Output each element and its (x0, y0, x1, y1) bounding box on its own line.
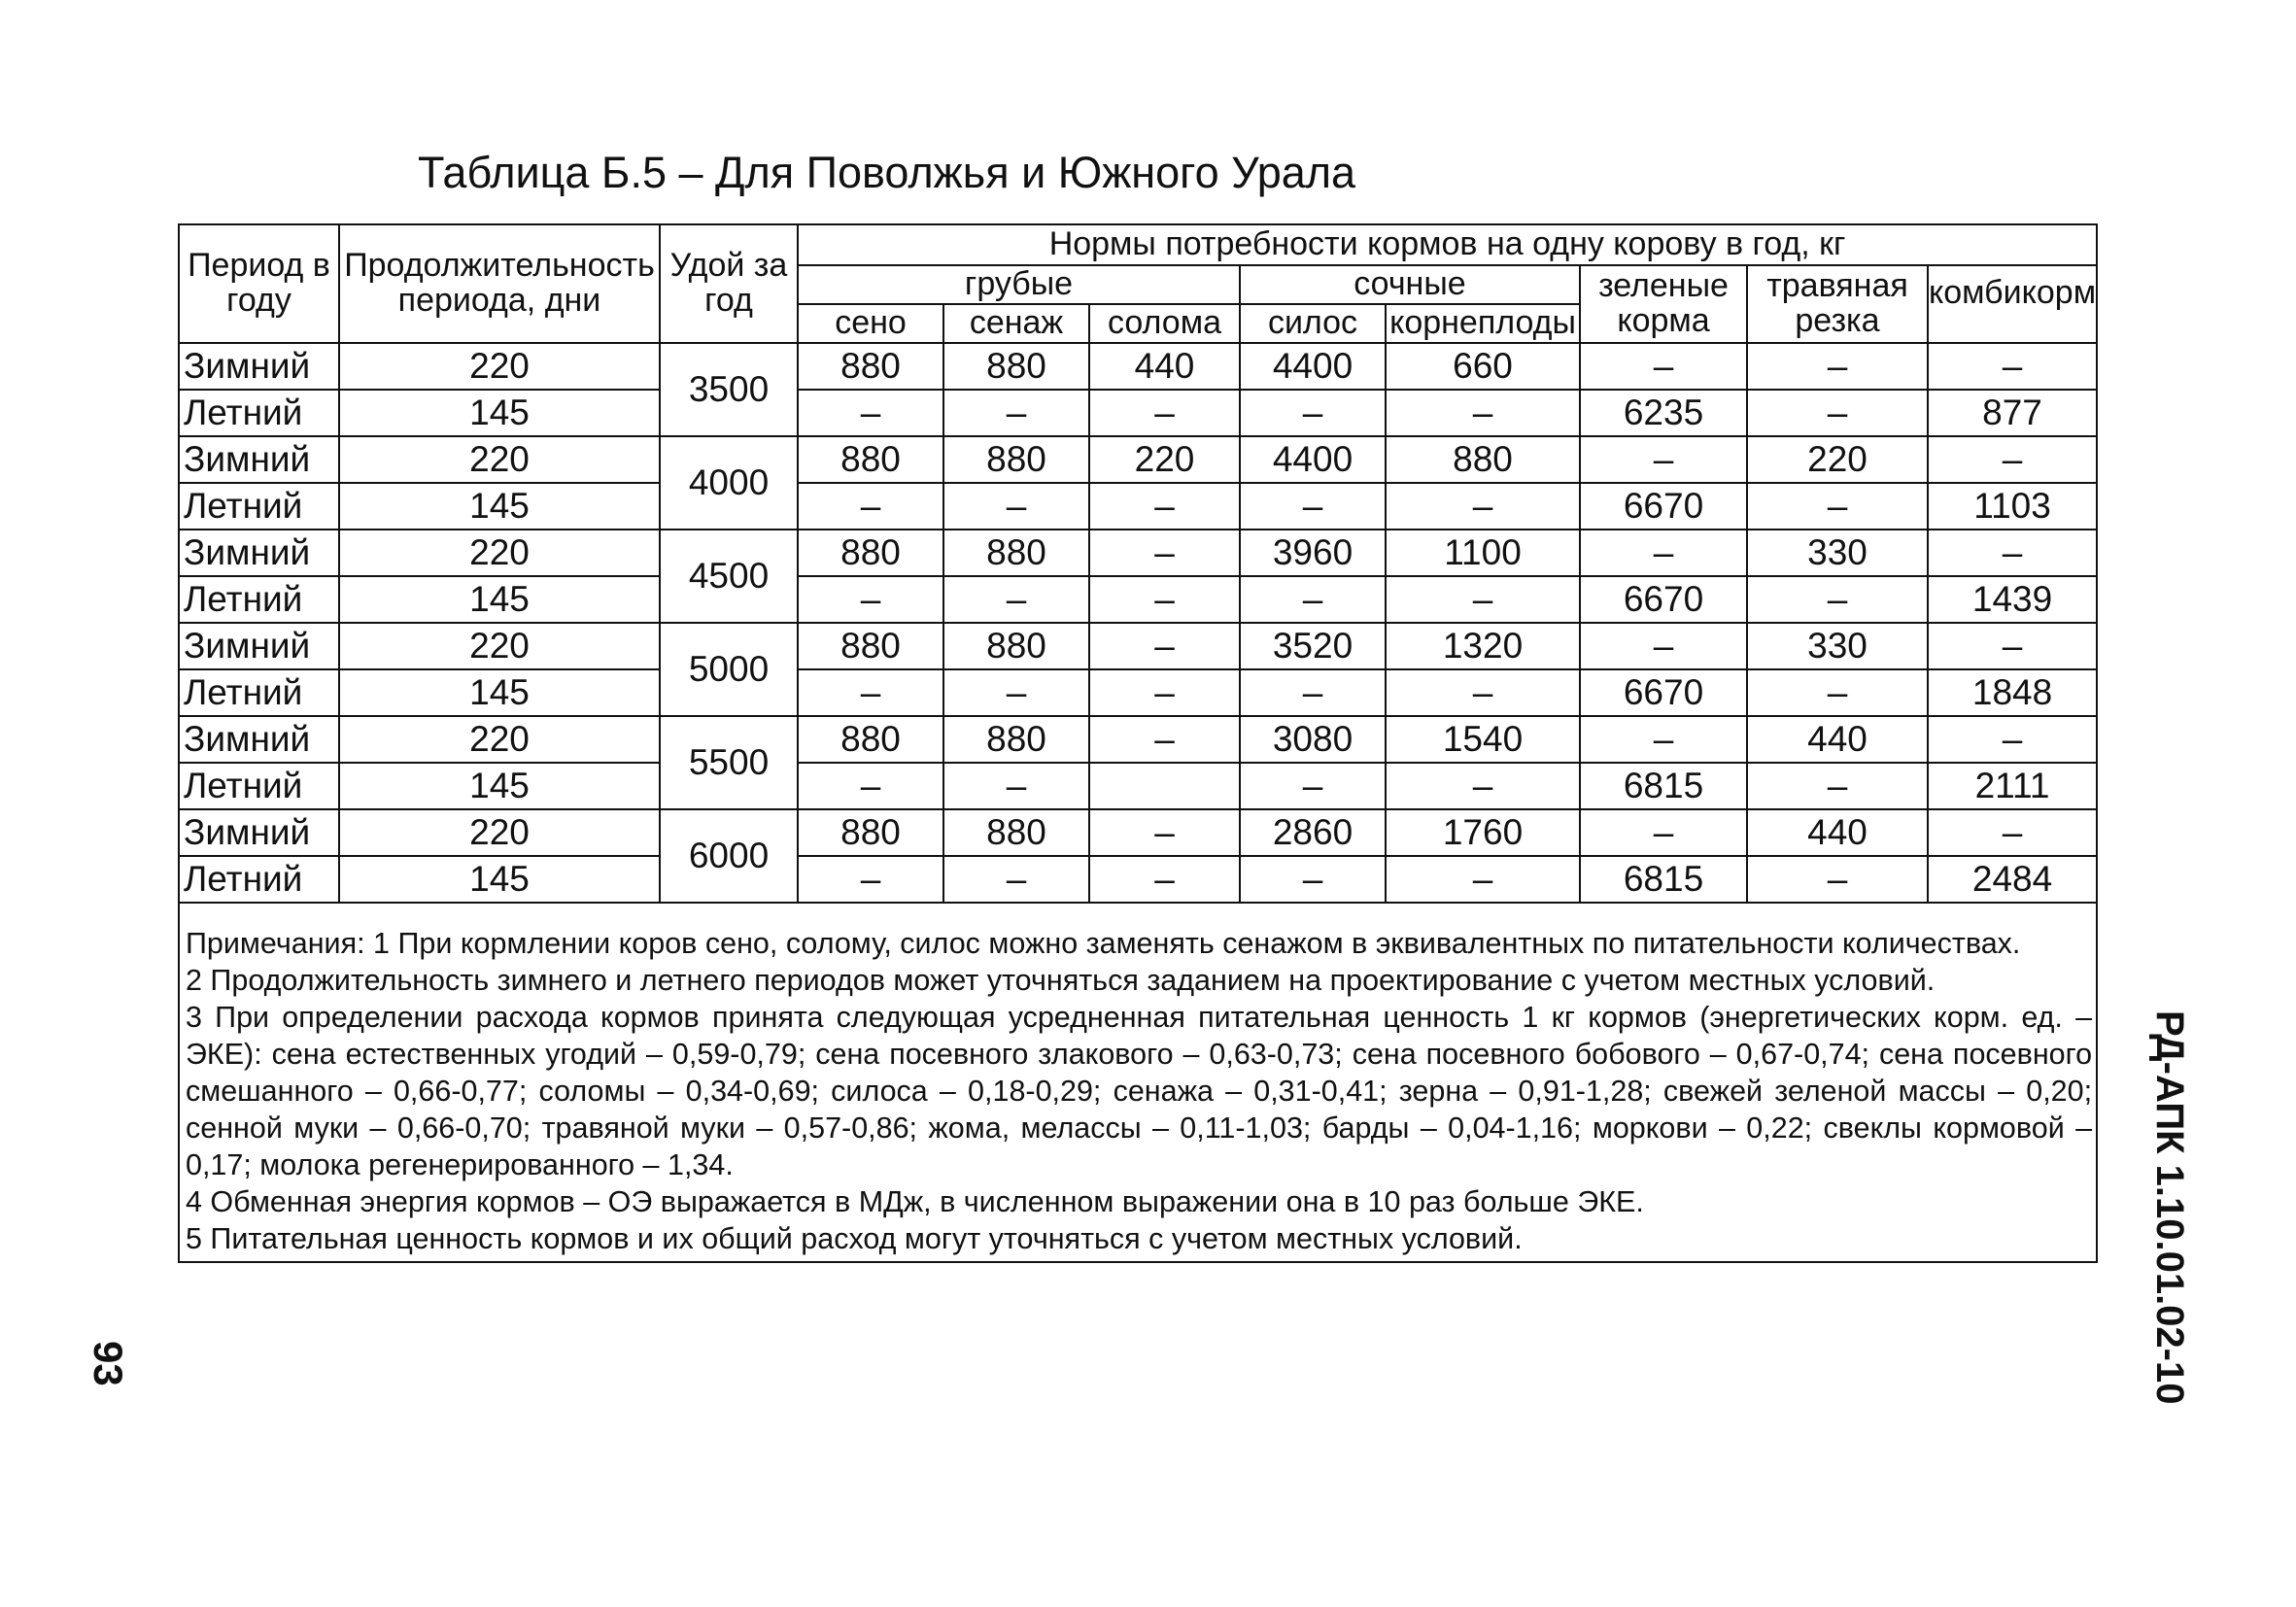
cell-haylage: – (943, 390, 1089, 436)
cell-roots: – (1386, 856, 1580, 903)
cell-grass-cut: – (1747, 343, 1928, 390)
cell-period: Летний (179, 856, 339, 903)
cell-compound: 2484 (1928, 856, 2097, 903)
cell-haylage: – (943, 576, 1089, 623)
table-row (179, 763, 2097, 809)
cell-period: Летний (179, 483, 339, 530)
cell-straw: 440 (1089, 343, 1240, 390)
cell-days: 145 (339, 390, 660, 436)
note-1: Примечания: 1 При кормлении коров сено, солому, силос можно заменять сенажом в эквивалентных по питательности количествах. (186, 927, 2021, 960)
cell-silage: – (1240, 669, 1386, 716)
cell-silage: 2860 (1240, 809, 1386, 856)
cell-roots: 1540 (1386, 716, 1580, 763)
cell-straw: – (1089, 716, 1240, 763)
cell-days: 220 (339, 343, 660, 390)
cell-haylage: – (943, 483, 1089, 530)
cell-straw: – (1089, 576, 1240, 623)
cell-silage: – (1240, 856, 1386, 903)
cell-hay: 880 (798, 436, 943, 483)
header-period: Период в году (179, 224, 339, 343)
cell-hay: – (798, 576, 943, 623)
cell-green: – (1580, 343, 1747, 390)
header-succulent: сочные (1240, 265, 1580, 304)
table-row (179, 716, 2097, 763)
cell-hay: – (798, 763, 943, 809)
table-row (179, 623, 2097, 669)
cell-silage: – (1240, 763, 1386, 809)
cell-green: – (1580, 530, 1747, 576)
cell-compound: 2111 (1928, 763, 2097, 809)
cell-yield: 3500 (660, 343, 798, 436)
cell-straw: – (1089, 483, 1240, 530)
cell-roots: – (1386, 576, 1580, 623)
table-row (179, 576, 2097, 623)
table-row (179, 436, 2097, 483)
cell-days: 145 (339, 576, 660, 623)
cell-compound: 1103 (1928, 483, 2097, 530)
cell-haylage: – (943, 669, 1089, 716)
cell-roots: 1100 (1386, 530, 1580, 576)
cell-silage: – (1240, 576, 1386, 623)
cell-days: 220 (339, 809, 660, 856)
header-silage: силос (1240, 304, 1386, 343)
cell-days: 145 (339, 669, 660, 716)
cell-period: Зимний (179, 343, 339, 390)
cell-haylage: – (943, 856, 1089, 903)
cell-roots: 660 (1386, 343, 1580, 390)
cell-period: Летний (179, 390, 339, 436)
cell-green: 6235 (1580, 390, 1747, 436)
cell-straw: – (1089, 530, 1240, 576)
cell-green: – (1580, 809, 1747, 856)
cell-period: Зимний (179, 809, 339, 856)
cell-grass-cut: 330 (1747, 623, 1928, 669)
note-5: 5 Питательная ценность кормов и их общий расход могут уточняться с учетом местных условий. (186, 1222, 1523, 1255)
table-row (179, 809, 2097, 856)
cell-yield: 4000 (660, 436, 798, 530)
cell-haylage: 880 (943, 623, 1089, 669)
cell-straw: – (1089, 623, 1240, 669)
table-body (179, 343, 2097, 903)
cell-haylage: 880 (943, 716, 1089, 763)
cell-silage: 4400 (1240, 343, 1386, 390)
header-grass-cut: травяная резка (1747, 265, 1928, 343)
cell-roots: – (1386, 669, 1580, 716)
page-number: 93 (86, 1341, 131, 1386)
table-row (179, 343, 2097, 390)
cell-days: 220 (339, 623, 660, 669)
cell-straw: 220 (1089, 436, 1240, 483)
cell-haylage: 880 (943, 530, 1089, 576)
cell-hay: 880 (798, 716, 943, 763)
cell-grass-cut: – (1747, 483, 1928, 530)
cell-compound: – (1928, 809, 2097, 856)
table-row (179, 483, 2097, 530)
header-compound: комбикорм (1928, 265, 2097, 343)
cell-green: 6670 (1580, 483, 1747, 530)
cell-compound: – (1928, 623, 2097, 669)
cell-roots: 1320 (1386, 623, 1580, 669)
table-row (179, 530, 2097, 576)
cell-roots: – (1386, 763, 1580, 809)
note-2: 2 Продолжительность зимнего и летнего периодов может уточняться заданием на проектирование с учетом местных условий. (186, 964, 1936, 997)
cell-grass-cut: – (1747, 576, 1928, 623)
table-row (179, 856, 2097, 903)
header-roots: корнеплоды (1386, 304, 1580, 343)
cell-silage: 3520 (1240, 623, 1386, 669)
cell-period: Зимний (179, 530, 339, 576)
cell-silage: 4400 (1240, 436, 1386, 483)
cell-haylage: – (943, 763, 1089, 809)
cell-green: 6815 (1580, 856, 1747, 903)
cell-silage: – (1240, 390, 1386, 436)
cell-compound: – (1928, 343, 2097, 390)
cell-period: Летний (179, 576, 339, 623)
feed-norms-table-container (178, 223, 2096, 1263)
cell-green: – (1580, 436, 1747, 483)
cell-hay: – (798, 856, 943, 903)
cell-grass-cut: 440 (1747, 809, 1928, 856)
cell-hay: – (798, 669, 943, 716)
cell-hay: 880 (798, 530, 943, 576)
cell-days: 145 (339, 483, 660, 530)
header-duration: Продолжительность периода, дни (339, 224, 660, 343)
header-haylage: сенаж (943, 304, 1089, 343)
cell-yield: 6000 (660, 809, 798, 903)
cell-period: Летний (179, 763, 339, 809)
header-green: зеленые корма (1580, 265, 1747, 343)
cell-hay: 880 (798, 809, 943, 856)
header-hay: сено (798, 304, 943, 343)
cell-yield: 5000 (660, 623, 798, 716)
cell-straw: – (1089, 856, 1240, 903)
cell-compound: – (1928, 716, 2097, 763)
cell-green: 6815 (1580, 763, 1747, 809)
header-yield: Удой за год (660, 224, 798, 343)
document-code: РД-АПК 1.10.01.02-10 (2148, 1010, 2191, 1405)
cell-silage: – (1240, 483, 1386, 530)
notes-row (179, 903, 2097, 1262)
cell-green: – (1580, 623, 1747, 669)
cell-yield: 4500 (660, 530, 798, 623)
cell-roots: 1760 (1386, 809, 1580, 856)
cell-green: 6670 (1580, 576, 1747, 623)
cell-green: – (1580, 716, 1747, 763)
note-4: 4 Обменная энергия кормов – ОЭ выражается в МДж, в численном выражении она в 10 раз больше ЭКЕ. (186, 1185, 1644, 1218)
cell-hay: – (798, 483, 943, 530)
cell-days: 145 (339, 856, 660, 903)
table-row (179, 669, 2097, 716)
notes-cell (179, 903, 2097, 1262)
cell-silage: 3960 (1240, 530, 1386, 576)
cell-grass-cut: – (1747, 763, 1928, 809)
cell-compound: 877 (1928, 390, 2097, 436)
header-straw: солома (1089, 304, 1240, 343)
header-norms: Нормы потребности кормов на одну корову в год, кг (798, 224, 2097, 265)
cell-grass-cut: 330 (1747, 530, 1928, 576)
cell-compound: – (1928, 530, 2097, 576)
cell-grass-cut: 220 (1747, 436, 1928, 483)
table-title: Таблица Б.5 – Для Поволжья и Южного Урала (417, 148, 1356, 197)
table-row (179, 390, 2097, 436)
cell-period: Зимний (179, 716, 339, 763)
cell-haylage: 880 (943, 809, 1089, 856)
cell-haylage: 880 (943, 343, 1089, 390)
cell-roots: – (1386, 390, 1580, 436)
cell-period: Зимний (179, 436, 339, 483)
cell-hay: 880 (798, 623, 943, 669)
cell-silage: 3080 (1240, 716, 1386, 763)
cell-straw: – (1089, 669, 1240, 716)
cell-compound: – (1928, 436, 2097, 483)
cell-period: Летний (179, 669, 339, 716)
cell-grass-cut: – (1747, 390, 1928, 436)
cell-compound: 1848 (1928, 669, 2097, 716)
cell-haylage: 880 (943, 436, 1089, 483)
cell-yield: 5500 (660, 716, 798, 809)
cell-roots: – (1386, 483, 1580, 530)
cell-grass-cut: – (1747, 856, 1928, 903)
cell-days: 220 (339, 530, 660, 576)
cell-days: 145 (339, 763, 660, 809)
cell-straw (1089, 763, 1240, 809)
cell-period: Зимний (179, 623, 339, 669)
cell-hay: 880 (798, 343, 943, 390)
header-coarse: грубые (798, 265, 1240, 304)
feed-norms-table (178, 223, 2098, 1263)
cell-grass-cut: – (1747, 669, 1928, 716)
cell-roots: 880 (1386, 436, 1580, 483)
cell-days: 220 (339, 716, 660, 763)
cell-days: 220 (339, 436, 660, 483)
cell-straw: – (1089, 809, 1240, 856)
cell-compound: 1439 (1928, 576, 2097, 623)
cell-grass-cut: 440 (1747, 716, 1928, 763)
cell-straw: – (1089, 390, 1240, 436)
cell-hay: – (798, 390, 943, 436)
cell-green: 6670 (1580, 669, 1747, 716)
note-3: 3 При определении расхода кормов принята следующая усредненная питательная ценность 1 кг кормов (энергетических корм. ед. – ЭКЕ): сена естественных угодий – 0,59-0,79; сена посевного злакового – 0,63-0,73; сена посевного бобового – 0,67-0,74; сена посевного смешанного – 0,66-0,77; соломы – 0,34-0,69; силоса – 0,18-0,29; сенажа – 0,31-0,41; зерна – 0,91-1,28; свежей зеленой массы – 0,20; сенной муки – 0,66-0,70; травяной муки – 0,57-0,86; жома, мелассы – 0,11-1,03; барды – 0,04-1,16; моркови – 0,22; свеклы кормовой – 0,17; молока регенерированного – 1,34. (186, 1001, 2093, 1181)
